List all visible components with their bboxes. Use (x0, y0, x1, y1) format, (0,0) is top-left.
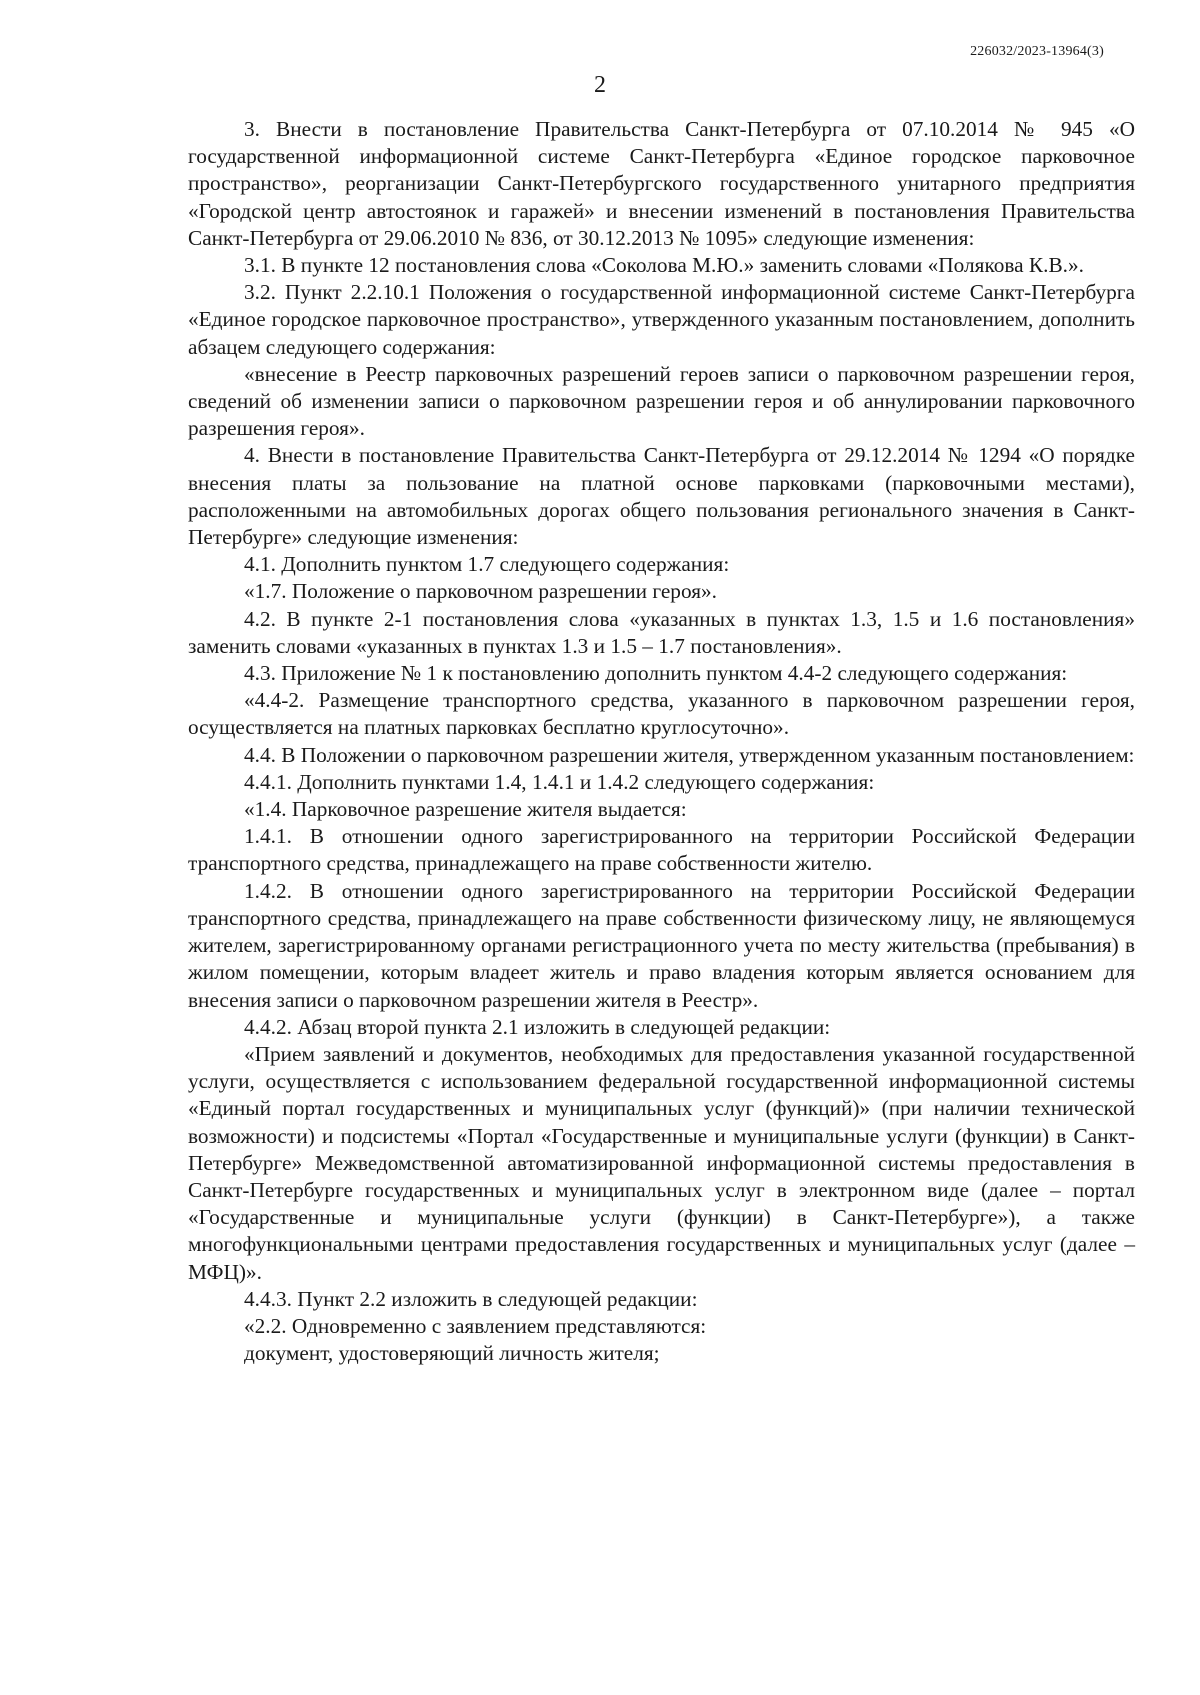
paragraph-quote-applications: «Прием заявлений и документов, необходимых для предоставления указанной государственной услуги, осуществляется с использованием федеральной государственной информационной системы «Единый портал государственных и муниципальных услуг (функций)» (при наличии технической возможности) и подсистемы «Портал «Государственные и муниципальные услуги (функции) в Санкт-Петербурге» Межведомственной автоматизированной информационной системы предоставления в Санкт-Петербурге государственных и муниципальных услуг в электронном виде (далее – портал «Государственные и муниципальные услуги (функции) в Санкт-Петербурге»), а также многофункциональными центрами предоставления государственных и муниципальных услуг (далее – МФЦ)». (188, 1041, 1135, 1284)
paragraph-quote-1-7: «1.7. Положение о парковочном разрешении героя». (244, 579, 717, 604)
paragraph-item-4-2: 4.2. В пункте 2-1 постановления слова «указанных в пунктах 1.3, 1.5 и 1.6 постановления» заменить словами «указанных в пунктах 1.3 и 1.5 – 1.7 постановления». (188, 606, 1135, 658)
paragraph-item-4-4-3: 4.4.3. Пункт 2.2 изложить в следующей редакции: (244, 1286, 698, 1311)
paragraph-identity-document: документ, удостоверяющий личность жителя; (244, 1341, 660, 1366)
paragraph-quote-4-4-2: «4.4-2. Размещение транспортного средства, указанного в парковочном разрешении героя, осуществляется на платных парковках бесплатно круглосуточно». (188, 688, 1135, 740)
paragraph-quote-1-4-1: 1.4.1. В отношении одного зарегистрированного на территории Российской Федерации транспортного средства, принадлежащего на праве собственности жителю. (188, 824, 1135, 876)
document-registration-number: 226032/2023-13964(3) (970, 44, 1104, 59)
paragraph-quote-1-4-2: 1.4.2. В отношении одного зарегистрированного на территории Российской Федерации транспортного средства, принадлежащего на праве собственности физическому лицу, не являющемуся жителем, зарегистрированному органами регистрационного учета по месту жительства (пребывания) в жилом помещении, которым владеет житель и право владения которым является основанием для внесения записи о парковочном разрешении жителя в Реестр». (188, 878, 1135, 1012)
paragraph-item-3-1: 3.1. В пункте 12 постановления слова «Соколова М.Ю.» заменить словами «Полякова К.В.». (244, 253, 1084, 278)
paragraph-item-4-4-2: 4.4.2. Абзац второй пункта 2.1 изложить в следующей редакции: (244, 1014, 831, 1039)
paragraph-item-3: 3. Внести в постановление Правительства Санкт-Петербурга от 07.10.2014 № 945 «О государственной информационной системе Санкт-Петербурга «Единое городское парковочное пространство», реорганизации Санкт-Петербургского государственного унитарного предприятия «Городской центр автостоянок и гаражей» и внесении изменений в постановления Правительства Санкт-Петербурга от 29.06.2010 № 836, от 30.12.2013 № 1095» следующие изменения: (188, 117, 1135, 250)
paragraph-item-4-4: 4.4. В Положении о парковочном разрешении жителя, утвержденном указанным постановлением: (244, 742, 1135, 767)
document-body (188, 116, 1135, 1367)
paragraph-quote-registry-entry: «внесение в Реестр парковочных разрешений героев записи о парковочном разрешении героя, сведений об изменении записи о парковочном разрешении героя и об аннулировании парковочного разрешения героя». (188, 361, 1135, 441)
paragraph-item-4-3: 4.3. Приложение № 1 к постановлению дополнить пунктом 4.4-2 следующего содержания: (244, 661, 1068, 686)
paragraph-quote-1-4: «1.4. Парковочное разрешение жителя выдается: (244, 797, 687, 822)
paragraph-item-4-4-1: 4.4.1. Дополнить пунктами 1.4, 1.4.1 и 1.4.2 следующего содержания: (244, 769, 875, 794)
paragraph-quote-2-2: «2.2. Одновременно с заявлением представляются: (244, 1313, 707, 1338)
paragraph-item-4: 4. Внести в постановление Правительства Санкт-Петербурга от 29.12.2014 № 1294 «О порядке внесения платы за пользование на платной основе парковками (парковочными местами), расположенными на автомобильных дорогах общего пользования регионального значения в Санкт-Петербурге» следующие изменения: (188, 443, 1135, 550)
page-number: 2 (594, 72, 606, 98)
paragraph-item-3-2: 3.2. Пункт 2.2.10.1 Положения о государственной информационной системе Санкт-Петербурга «Единое городское парковочное пространство», утвержденного указанным постановлением, дополнить абзацем следующего содержания: (188, 280, 1135, 359)
paragraph-item-4-1: 4.1. Дополнить пунктом 1.7 следующего содержания: (244, 552, 730, 577)
